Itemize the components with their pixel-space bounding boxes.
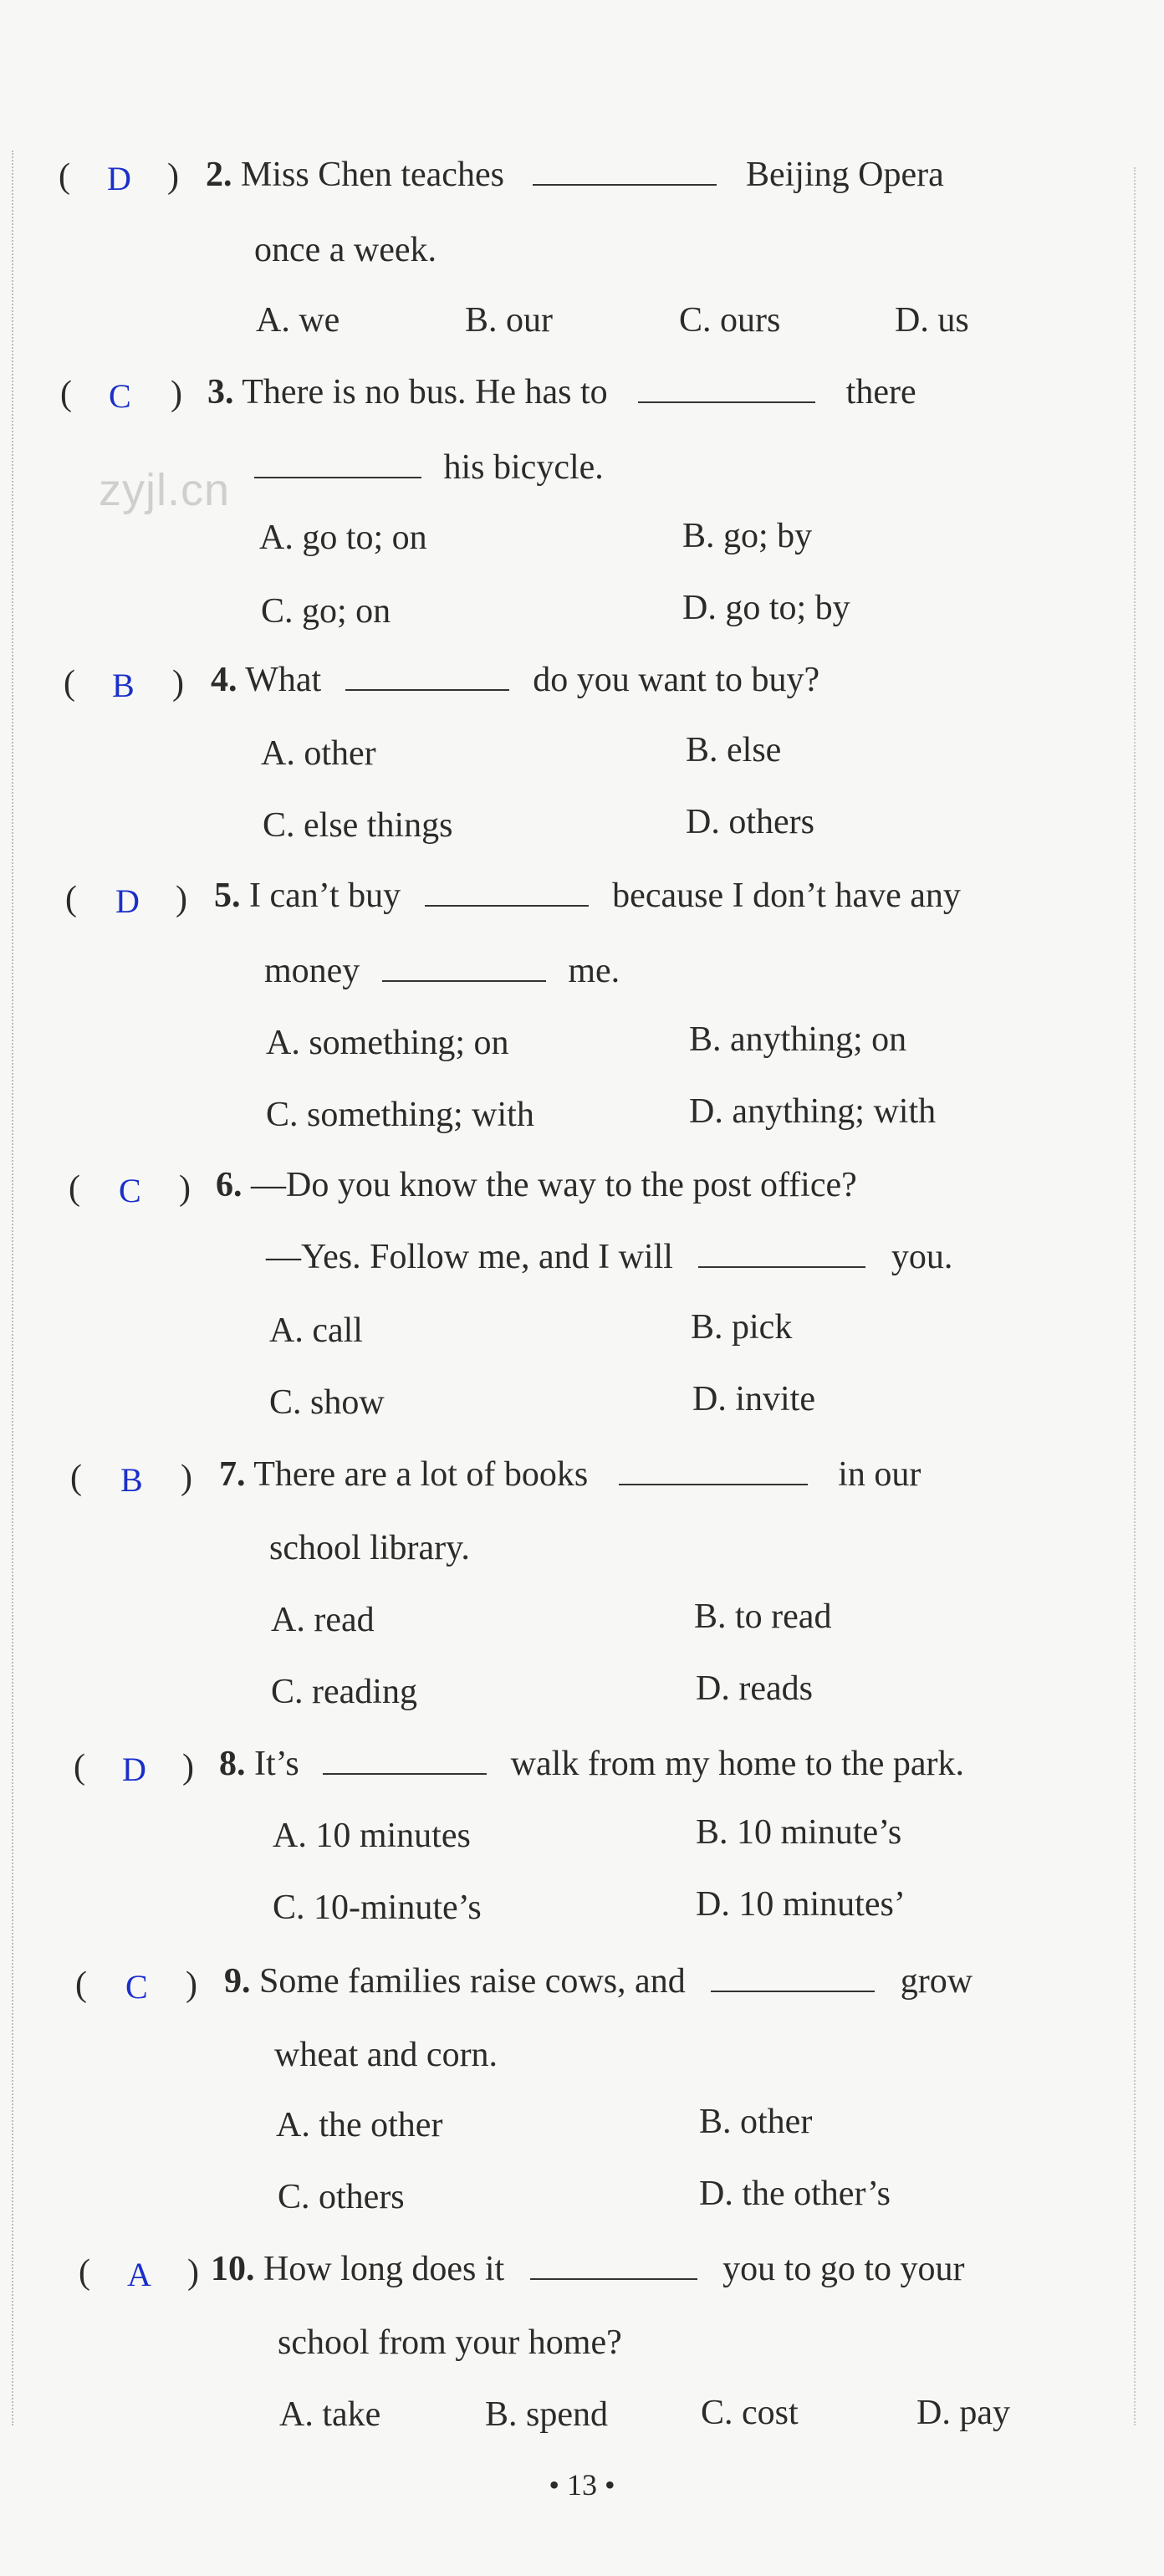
option-c: C. cost <box>701 2394 799 2432</box>
question-stem-line-2: school from your home? <box>278 2323 622 2362</box>
option-d: D. anything; with <box>689 1092 937 1131</box>
option-b: B. our <box>465 301 553 340</box>
option-a: A. other <box>261 734 376 773</box>
answer-blank <box>638 376 815 403</box>
option-b: B. 10 minute’s <box>696 1813 902 1852</box>
answer-mark: B <box>120 1461 143 1499</box>
option-d: D. reads <box>696 1669 813 1708</box>
option-a: A. read <box>271 1601 375 1639</box>
open-paren: ( <box>75 1965 87 2004</box>
option-b: B. to read <box>694 1597 832 1636</box>
answer-mark: C <box>119 1172 141 1209</box>
answer-mark: D <box>122 1751 146 1788</box>
option-b: B. go; by <box>682 517 813 555</box>
question-stem-line-1: 8. It’s walk from my home to the park. <box>219 1745 965 1783</box>
option-a: A. the other <box>276 2106 443 2144</box>
option-d: D. us <box>895 301 969 340</box>
option-d: D. pay <box>916 2394 1010 2432</box>
option-a: A. we <box>256 301 340 340</box>
answer-blank <box>530 2253 697 2280</box>
option-b: B. else <box>686 731 782 769</box>
right-margin-border <box>1134 167 1136 2425</box>
open-paren: ( <box>69 1169 80 1208</box>
answer-blank <box>382 955 546 982</box>
question-stem-line-2: school library. <box>269 1529 470 1567</box>
answer-mark: A <box>127 2256 151 2293</box>
question-stem-line-1: 9. Some families raise cows, and grow <box>224 1962 973 2001</box>
close-paren: ) <box>179 1169 191 1208</box>
open-paren: ( <box>64 664 75 703</box>
close-paren: ) <box>181 1459 192 1497</box>
option-c: C. others <box>278 2178 405 2216</box>
left-margin-border <box>12 151 13 2425</box>
open-paren: ( <box>74 1748 85 1786</box>
question-stem-line-1: 7. There are a lot of books in our <box>219 1455 922 1494</box>
option-d: D. go to; by <box>682 589 850 627</box>
option-c: C. else things <box>263 806 453 845</box>
answer-blank <box>698 1241 865 1268</box>
question-stem-line-2: —Yes. Follow me, and I will you. <box>266 1238 953 1276</box>
answer-blank <box>254 452 421 478</box>
option-a: A. call <box>269 1311 363 1350</box>
answer-mark: B <box>112 667 135 704</box>
question-stem-line-2: wheat and corn. <box>274 2036 498 2074</box>
open-paren: ( <box>65 880 77 918</box>
option-a: A. take <box>279 2395 381 2434</box>
option-c: C. go; on <box>261 592 391 631</box>
question-stem-line-2: money me. <box>264 952 620 990</box>
answer-blank <box>425 880 589 907</box>
question-stem-line-1: 2. Miss Chen teaches Beijing Opera <box>206 156 944 194</box>
option-d: D. invite <box>692 1380 815 1418</box>
question-stem-line-1: 10. How long does it you to go to your <box>211 2250 965 2288</box>
option-c: C. something; with <box>266 1096 534 1134</box>
question-stem-line-1: 3. There is no bus. He has to there <box>207 373 916 411</box>
open-paren: ( <box>70 1459 82 1497</box>
option-d: D. the other’s <box>699 2175 891 2213</box>
open-paren: ( <box>60 375 72 413</box>
answer-mark: C <box>109 377 131 415</box>
option-d: D. others <box>686 803 814 841</box>
option-b: B. other <box>699 2103 813 2141</box>
page-number: • 13 • <box>549 2468 615 2502</box>
answer-blank <box>323 1748 487 1775</box>
option-d: D. 10 minutes’ <box>696 1885 906 1924</box>
option-c: C. show <box>269 1383 385 1422</box>
close-paren: ) <box>187 2253 199 2292</box>
question-stem-line-1: 6. —Do you know the way to the post office? <box>216 1166 857 1204</box>
question-stem-line-1: 4. What do you want to buy? <box>211 661 820 699</box>
answer-blank <box>711 1965 875 1992</box>
open-paren: ( <box>79 2253 90 2292</box>
open-paren: ( <box>59 157 70 196</box>
option-b: B. anything; on <box>689 1020 907 1059</box>
answer-blank <box>619 1459 808 1485</box>
close-paren: ) <box>171 375 182 413</box>
question-stem-line-2: his bicycle. <box>254 450 604 485</box>
option-a: A. 10 minutes <box>273 1817 471 1855</box>
question-stem-line-1: 5. I can’t buy because I don’t have any <box>214 877 961 915</box>
option-c: C. 10-minute’s <box>273 1889 482 1927</box>
option-a: A. something; on <box>266 1024 509 1062</box>
answer-mark: D <box>115 882 140 920</box>
answer-blank <box>533 159 717 186</box>
close-paren: ) <box>167 157 179 196</box>
close-paren: ) <box>182 1748 194 1786</box>
option-a: A. go to; on <box>259 519 427 557</box>
close-paren: ) <box>186 1965 197 2004</box>
option-c: C. ours <box>679 301 781 340</box>
close-paren: ) <box>172 664 184 703</box>
option-b: B. spend <box>485 2395 608 2434</box>
question-stem-line-2: once a week. <box>254 231 437 269</box>
option-b: B. pick <box>691 1308 793 1347</box>
watermark: zyjl.cn <box>99 465 231 515</box>
option-c: C. reading <box>271 1673 417 1711</box>
answer-mark: D <box>107 160 131 197</box>
answer-mark: C <box>125 1968 148 2006</box>
close-paren: ) <box>176 880 187 918</box>
answer-blank <box>345 664 509 691</box>
